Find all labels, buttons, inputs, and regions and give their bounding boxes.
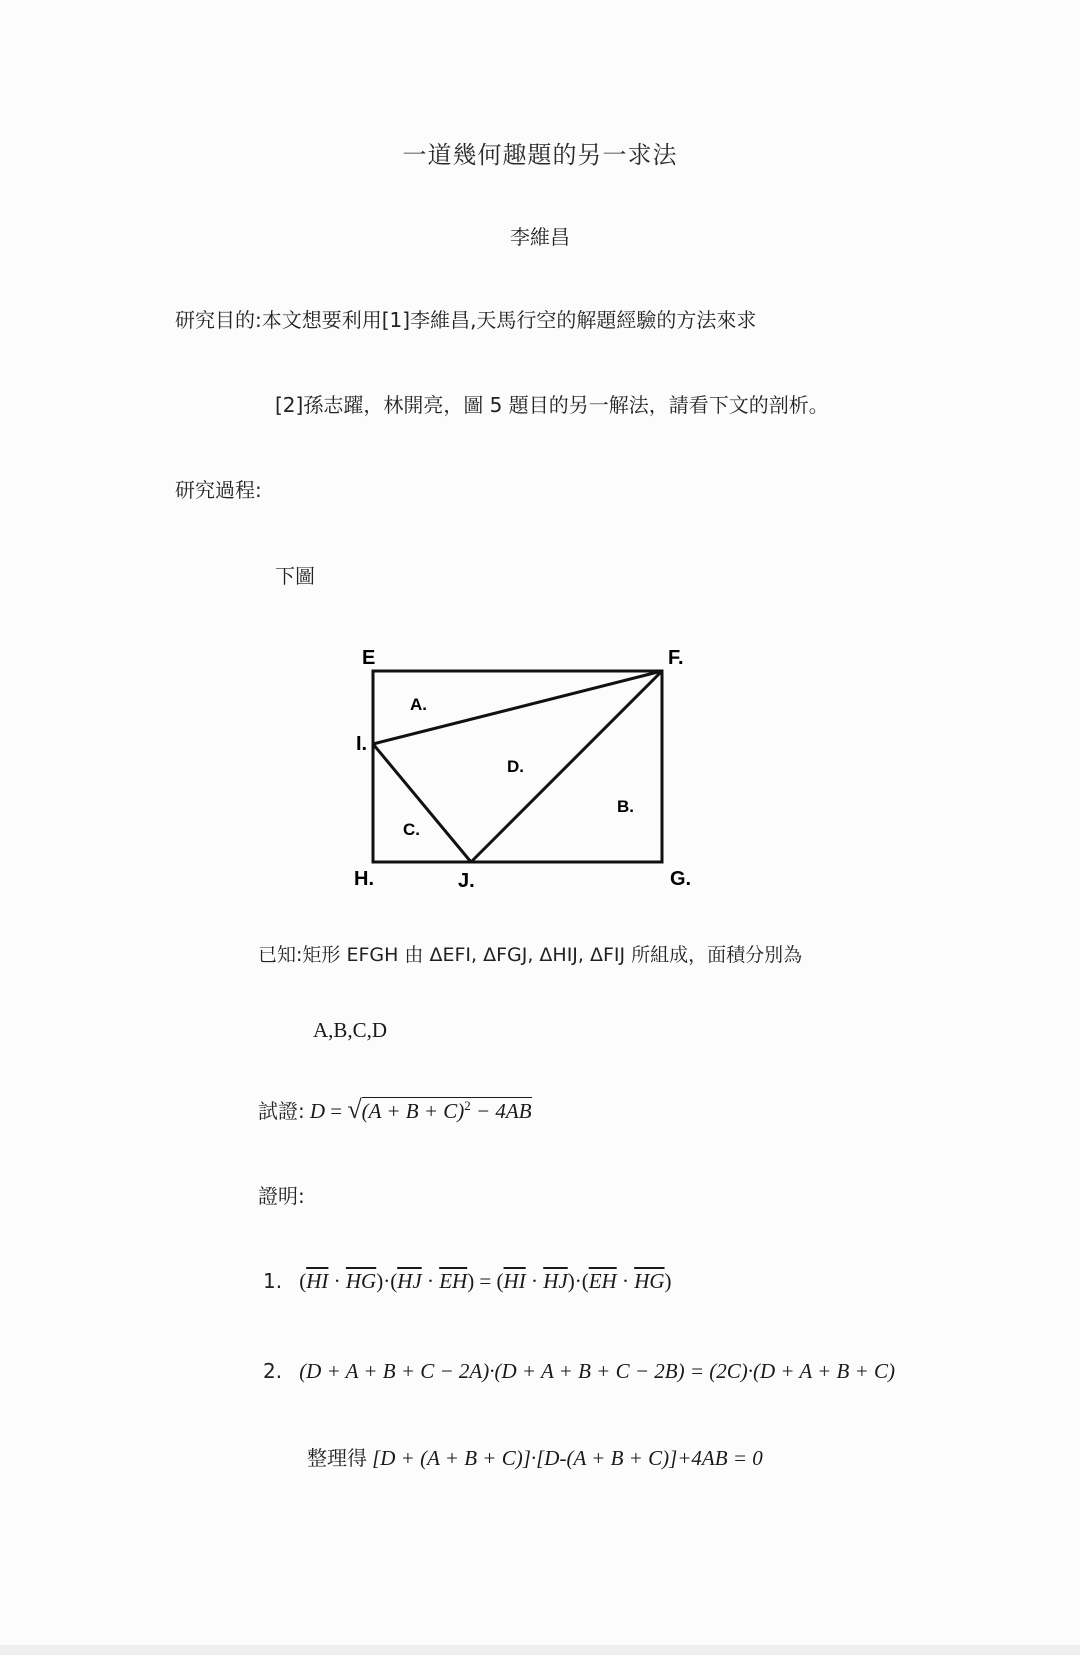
- research-references: [2]孫志躍，林開亮，圖 5 題目的另一解法，請看下文的剖析。: [275, 393, 829, 417]
- research-process-heading: 研究過程:: [175, 478, 262, 502]
- proof-step-2: [263, 1361, 895, 1382]
- vertex-label-j: J.: [458, 870, 475, 890]
- figure-caption: 下圖: [275, 564, 315, 588]
- to-prove-label: 試證:: [258, 1099, 305, 1123]
- segment-hg: $\overline{HG}$: [345, 1269, 377, 1293]
- vertex-label-e: E: [362, 647, 376, 669]
- document-author: 李維昌: [510, 225, 570, 249]
- segment-jf: [471, 671, 662, 862]
- vertex-label-g: G.: [670, 868, 692, 890]
- formula-part: ·: [421, 1269, 440, 1293]
- to-prove-statement: [258, 1097, 532, 1123]
- formula-part: ·: [328, 1269, 346, 1293]
- sqrt-sign: √: [347, 1095, 362, 1124]
- formula-part: ·: [616, 1269, 635, 1293]
- vertex-label-h: H.: [354, 868, 374, 890]
- formula-part: ) = (: [467, 1269, 504, 1293]
- radicand-exponent: 2: [464, 1098, 471, 1113]
- formula-part: ·: [525, 1269, 544, 1293]
- formula-equals: =: [330, 1099, 343, 1123]
- given-statement: 已知:矩形 EFGH 由 ΔEFI, ΔFGJ, ΔHIJ, ΔFIJ 所組成，面積分別為: [258, 944, 803, 966]
- step-number: 1.: [263, 1269, 283, 1293]
- segment-ij: [373, 744, 471, 862]
- area-labels: A,B,C,D: [313, 1018, 388, 1042]
- vertex-label-f: F.: [668, 647, 684, 669]
- region-label-d: D.: [507, 757, 524, 776]
- segment-eh: $\overline{EH}$: [588, 1269, 617, 1293]
- page-bottom-edge: [0, 1645, 1080, 1655]
- formula-part: ): [664, 1269, 672, 1293]
- research-purpose: 研究目的:本文想要利用[1]李維昌,天馬行空的解題經驗的方法來求: [175, 308, 757, 332]
- segment-eh: $\overline{EH}$: [439, 1269, 468, 1293]
- step-2-formula: (D + A + B + C − 2A)·(D + A + B + C − 2B) = (2C)·(D + A + B + C): [299, 1359, 896, 1383]
- simplified-result: [307, 1448, 763, 1469]
- segment-hi: $\overline{HI}$: [306, 1269, 329, 1293]
- segment-hj: $\overline{HJ}$: [543, 1269, 568, 1293]
- step-number: 2.: [263, 1359, 283, 1383]
- sqrt-radicand: [362, 1097, 532, 1122]
- formula-part: (: [299, 1269, 307, 1293]
- step-1-formula: [299, 1269, 671, 1293]
- proof-heading: 證明:: [258, 1184, 305, 1208]
- simplify-formula: [D + (A + B + C)]·[D-(A + B + C)]+4AB = 0: [372, 1446, 763, 1470]
- vertex-label-i: I.: [356, 733, 368, 755]
- formula-part: )·(: [567, 1269, 589, 1293]
- segment-hi: $\overline{HI}$: [503, 1269, 526, 1293]
- segment-hg: $\overline{HG}$: [634, 1269, 665, 1293]
- formula-lhs: D: [309, 1099, 326, 1123]
- to-prove-formula: [309, 1095, 532, 1124]
- radicand-tail: − 4AB: [470, 1099, 532, 1123]
- segment-hj: $\overline{HJ}$: [397, 1269, 422, 1293]
- simplify-label: 整理得: [307, 1446, 367, 1470]
- region-label-b: B.: [617, 797, 634, 816]
- formula-part: )·(: [376, 1269, 398, 1293]
- radicand-base: (A + B + C): [361, 1099, 465, 1123]
- geometry-figure: [340, 640, 700, 890]
- region-label-a: A.: [410, 695, 427, 714]
- proof-step-1: [263, 1271, 672, 1292]
- region-label-c: C.: [403, 820, 420, 839]
- document-title: 一道幾何趣題的另一求法: [402, 141, 678, 169]
